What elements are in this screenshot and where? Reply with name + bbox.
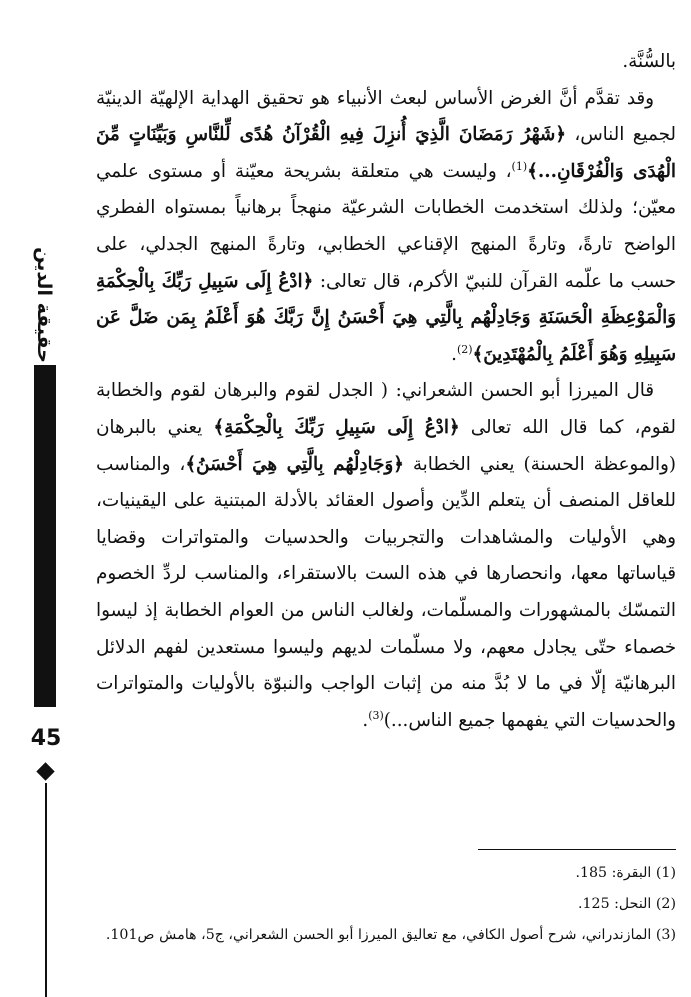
- diamond-ornament: [36, 762, 54, 780]
- footnote-3: (3) المازندراني، شرح أصول الكافي، مع تعاليق الميرزا أبو الحسن الشعراني، ج5، هامش ص101.: [105, 927, 676, 943]
- footnote-1: (1) البقرة: 185.: [575, 865, 676, 881]
- paragraph-1-text-a: وقد تقدَّم أنَّ الغرض الأساس لبعث الأنبياء هو تحقيق الهداية الإلهيّة الدينيّة لجميع الناس،: [96, 87, 676, 146]
- footnote-separator: [478, 849, 676, 850]
- footnote-2: (2) النحل: 125.: [578, 896, 676, 912]
- quran-quote-hikma: ﴿ادْعُ إِلَى سَبِيلِ رَبِّكَ بِالْحِكْمَةِ﴾: [213, 416, 460, 438]
- running-title-text: حقيقة الدين: [33, 247, 56, 363]
- footnote-ref-2: (2): [456, 342, 473, 356]
- paragraph-2-text-a: قال الميرزا أبو الحسن الشعراني: ( الجدل لقوم والبرهان لقوم والخطابة لقوم، كما قال الله تعالى: [96, 380, 676, 438]
- quran-verse-nahl: ﴿ادْعُ إِلَى سَبِيلِ رَبِّكَ بِالْحِكْمَةِ وَالْمَوْعِظَةِ الْحَسَنَةِ وَجَادِلْهُم بِالَّتِي هِيَ أَحْسَنُ إِنَّ رَبَّكَ هُوَ أَعْلَمُ بِمَن ضَلَّ عَن سَبِيلِهِ وَهُوَ أَعْلَمُ بِالْمُهْتَدِينَ﴾: [96, 270, 676, 365]
- footnote-ref-3: (3): [368, 708, 384, 722]
- footnote-ref-1: (1): [511, 159, 528, 173]
- paragraph-2-end: .: [362, 709, 369, 731]
- page-number: 45: [30, 726, 62, 751]
- margin-bar: [34, 365, 56, 707]
- quran-verse-ramadan: ﴿شَهْرُ رَمَضَانَ الَّذِيَ أُنزِلَ فِيهِ الْقُرْآنُ هُدًى لِّلنَّاسِ وَبَيِّنَاتٍ مِّنَ الْهُدَى وَالْفُرْقَانِ...﴾: [96, 124, 676, 182]
- paragraph-2-text-b: يعني بالبرهان (والموعظة الحسنة) يعني الخطابة: [96, 416, 676, 475]
- paragraph-1: [96, 81, 676, 374]
- running-title: [26, 247, 62, 363]
- main-text: [96, 44, 676, 739]
- paragraph-2-text-c: ، والمناسب للعاقل المنصف أن يتعلم الدِّين وأصول العقائد بالأدلة المبتنية على اليقينيات، وهي الأوليات والمشاهدات والتجربيات والحدسيات والمتواترات وقضايا قياساتها معها، وانحصارها في هذه الست بالاستقراء، والمناسب لردِّ الخصوم التمسّك بالمشهورات والمسلّمات، ولغالب الناس من العوام الخطابة إذ ليسوا خصماء حتّى يجادل معهم، ولا مسلّمات لديهم وليسوا مستعدين لفهم الدلائل البرهانيّة إلّا في ما لا بُدَّ منه من إثبات الواجب والنبوّة بالأوليات والمتواترات والحدسيات التي يفهمها جميع الناس...): [96, 453, 676, 731]
- margin-line: [45, 783, 47, 997]
- footnotes: [70, 858, 676, 951]
- paragraph-2: [96, 373, 676, 739]
- paragraph-1-text-b: ، وليست هي متعلقة بشريحة معيّنة أو مستوى علمي معيّن؛ ولذلك استخدمت الخطابات الشرعيّة منهجاً برهانياً بمستواه الفطري الواضح تارةً، وتارةً المنهج الإقناعي الخطابي، وتارةً المنهج الجدلي، على حسب ما علّمه القرآن للنبيّ الأكرم، قال تعالى:: [96, 160, 677, 292]
- quran-quote-jadilhum: ﴿وَجَادِلْهُم بِالَّتِي هِيَ أَحْسَنُ﴾: [185, 453, 404, 475]
- continuation-line: بالسُّنَّة.: [622, 51, 676, 72]
- paragraph-1-end: .: [451, 343, 457, 365]
